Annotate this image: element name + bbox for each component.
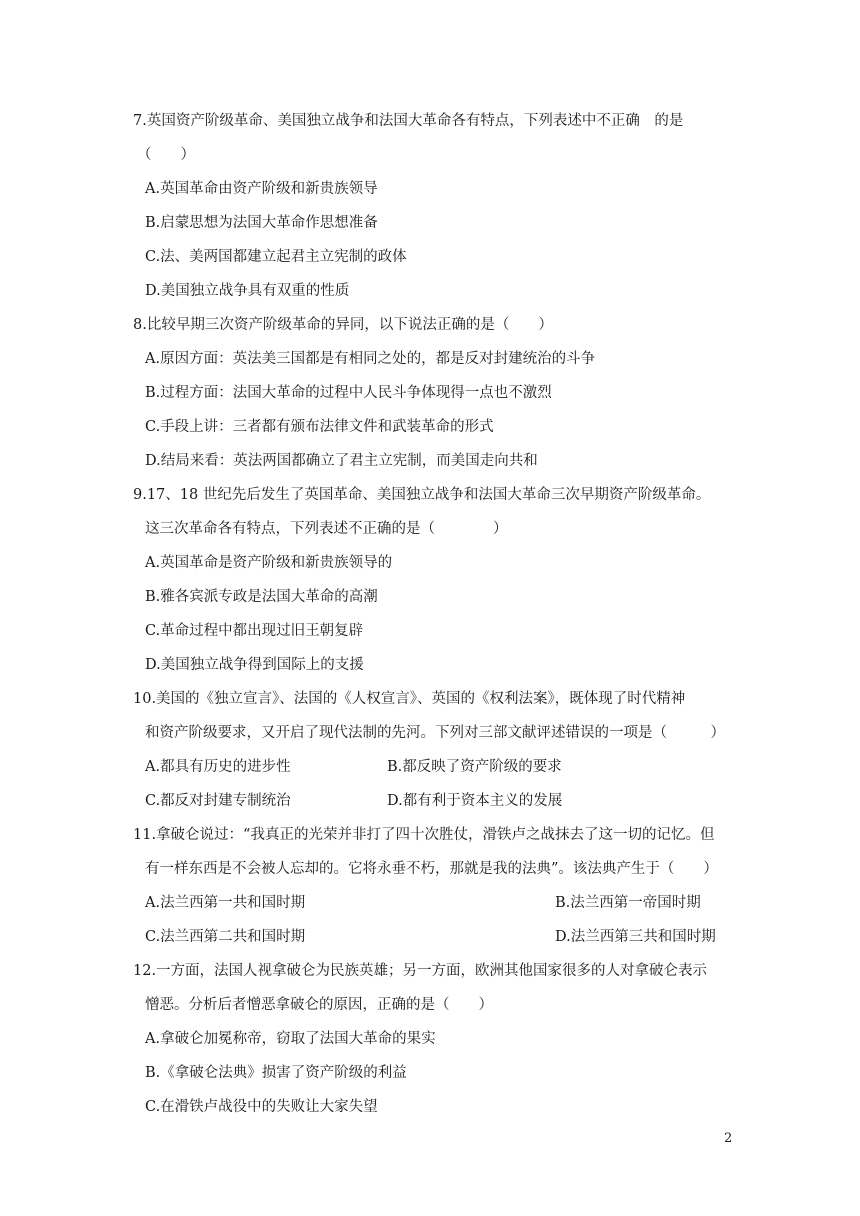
question-11-stem-line-2: 有一样东西是不会被人忘却的。它将永垂不朽，那就是我的法典”。该法典产生于（ ） <box>145 861 718 877</box>
question-8-stem-line-1: 8.比较早期三次资产阶级革命的异同，以下说法正确的是（ ） <box>133 317 553 333</box>
question-10-option-d: D.都有利于资本主义的发展 <box>387 793 563 809</box>
question-8-option-a: A.原因方面：英法美三国都是有相同之处的，都是反对封建统治的斗争 <box>145 351 596 367</box>
question-12-option-a: A.拿破仑加冕称帝，窃取了法国大革命的果实 <box>145 1031 436 1047</box>
question-9-stem-line-2: 这三次革命各有特点，下列表述不正确的是（ ） <box>145 521 508 537</box>
question-10-stem-line-2: 和资产阶级要求，又开启了现代法制的先河。下列对三部文献评述错误的一项是（ ） <box>145 725 725 741</box>
question-11-option-b: B.法兰西第一帝国时期 <box>555 895 701 911</box>
question-9-option-d: D.美国独立战争得到国际上的支援 <box>145 657 364 673</box>
page-number: 2 <box>724 1131 733 1146</box>
question-12-stem-line-1: 12.一方面，法国人视拿破仑为民族英雄；另一方面，欧洲其他国家很多的人对拿破仑表示 <box>133 963 708 979</box>
question-9-stem-line-1: 9.17、18 世纪先后发生了英国革命、美国独立战争和法国大革命三次早期资产阶级革命。 <box>133 487 711 503</box>
question-10-option-b: B.都反映了资产阶级的要求 <box>387 759 562 775</box>
question-7-stem-line-1: 7.英国资产阶级革命、美国独立战争和法国大革命各有特点，下列表述中不正确 的是 <box>133 113 684 129</box>
question-7-option-d: D.美国独立战争具有双重的性质 <box>145 283 350 299</box>
question-12-stem-line-2: 憎恶。分析后者憎恶拿破仑的原因，正确的是（ ） <box>145 997 493 1013</box>
question-12-option-b: B.《拿破仑法典》损害了资产阶级的利益 <box>145 1065 407 1081</box>
question-8-option-b: B.过程方面：法国大革命的过程中人民斗争体现得一点也不激烈 <box>145 385 552 401</box>
question-10-option-a: A.都具有历史的进步性 <box>145 759 291 775</box>
question-9-option-b: B.雅各宾派专政是法国大革命的高潮 <box>145 589 378 605</box>
question-12-option-c: C.在滑铁卢战役中的失败让大家失望 <box>145 1099 378 1115</box>
question-11-option-c: C.法兰西第二共和国时期 <box>145 929 306 945</box>
question-9-option-c: C.革命过程中都出现过旧王朝复辟 <box>145 623 364 639</box>
question-10-stem-line-1: 10.美国的《独立宣言》、法国的《人权宣言》、英国的《权利法案》，既体现了时代精神 <box>133 691 686 707</box>
question-7-option-c: C.法、美两国都建立起君主立宪制的政体 <box>145 249 407 265</box>
question-8-option-c: C.手段上讲：三者都有颁布法律文件和武装革命的形式 <box>145 419 494 435</box>
question-11-option-a: A.法兰西第一共和国时期 <box>145 895 306 911</box>
question-11-option-d: D.法兰西第三共和国时期 <box>555 929 716 945</box>
question-9-option-a: A.英国革命是资产阶级和新贵族领导的 <box>145 555 393 571</box>
question-7-option-a: A.英国革命由资产阶级和新贵族领导 <box>145 181 378 197</box>
question-7-option-b: B.启蒙思想为法国大革命作思想准备 <box>145 215 378 231</box>
question-7-stem-line-2: （ ） <box>137 147 195 163</box>
question-11-stem-line-1: 11.拿破仑说过：“我真正的光荣并非打了四十次胜仗，滑铁卢之战抹去了这一切的记忆。但 <box>133 827 715 843</box>
question-10-option-c: C.都反对封建专制统治 <box>145 793 291 809</box>
question-8-option-d: D.结局来看：英法两国都确立了君主立宪制，而美国走向共和 <box>145 453 538 469</box>
